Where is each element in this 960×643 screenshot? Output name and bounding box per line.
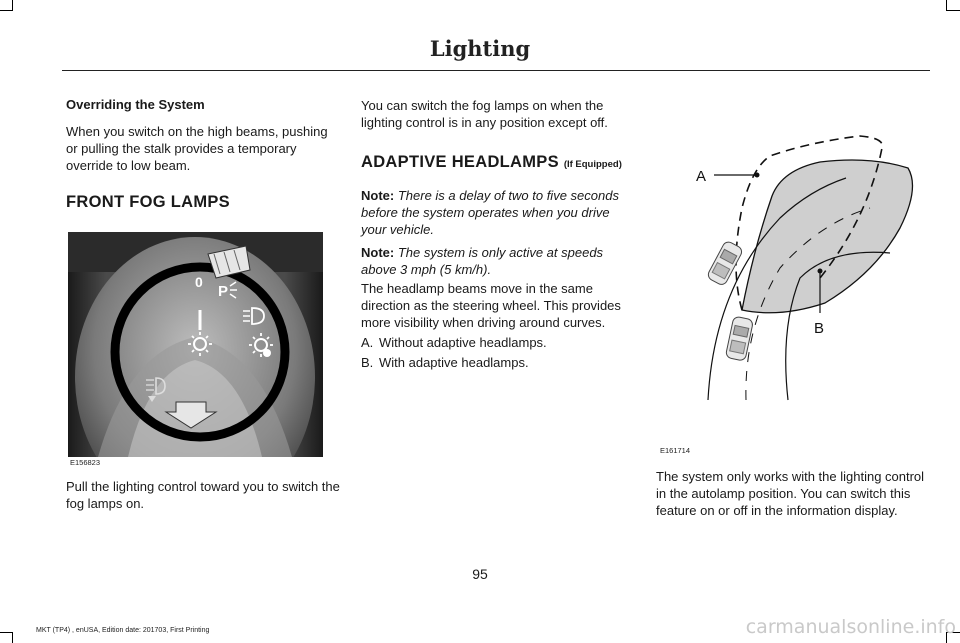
adaptive-headlamp-diagram <box>660 128 930 403</box>
svg-text:P: P <box>218 283 229 300</box>
note-delay <box>361 187 636 238</box>
crop-mark <box>0 10 12 11</box>
note-text: There is a delay of two to five seconds before the system operates when you drive your vehicle. <box>361 188 619 237</box>
watermark: carmanualsonline.info <box>745 616 956 638</box>
paragraph-pull-control: Pull the lighting control toward you to switch the fog lamps on. <box>66 479 340 511</box>
beam-pattern-b <box>742 160 913 313</box>
subheading-overriding: Overriding the System <box>66 97 205 112</box>
note-label: Note: <box>361 245 395 260</box>
paragraph-beams-move: The headlamp beams move in the same direction as the steering wheel. This provides more visibility when driving around curves. <box>361 281 621 330</box>
crop-mark <box>12 632 13 643</box>
page-number: 95 <box>472 566 488 582</box>
paragraph-autolamp: The system only works with the lighting control in the autolamp position. You can switch this feature on or off in the information display. <box>656 469 925 518</box>
note-text: The system is only active at speeds above 3 mph (5 km/h). <box>361 245 604 277</box>
crop-mark <box>0 632 12 633</box>
list-text: With adaptive headlamps. <box>379 355 529 370</box>
list-letter: B. <box>361 355 374 370</box>
header-divider <box>62 70 930 71</box>
edition-footer: MKT (TP4) , enUSA, Edition date: 201703, First Printing <box>36 627 210 634</box>
page-header-title: Lighting <box>429 36 531 61</box>
list-item <box>361 354 636 371</box>
lighting-control-illustration <box>68 232 323 457</box>
crop-mark <box>12 0 13 11</box>
paragraph-override: When you switch on the high beams, pushing or pulling the stalk provides a temporary override to low beam. <box>66 124 328 173</box>
heading-front-fog-lamps: FRONT FOG LAMPS <box>66 193 230 211</box>
label-a: A <box>696 168 707 185</box>
crop-mark <box>946 0 947 11</box>
paragraph-fog-any-position: You can switch the fog lamps on when the lighting control is in any position except off. <box>361 98 608 130</box>
heading-if-equipped: (If Equipped) <box>563 159 622 170</box>
dial-zero-label: 0 <box>195 274 203 290</box>
crop-mark <box>946 10 960 11</box>
list-text: Without adaptive headlamps. <box>379 335 547 350</box>
car-icon <box>725 316 753 361</box>
note-speed <box>361 244 636 278</box>
image-code-e161714: E161714 <box>660 446 691 455</box>
heading-adaptive-headlamps <box>361 153 636 172</box>
image-code-e156823: E156823 <box>70 458 101 467</box>
list-letter: A. <box>361 335 374 350</box>
note-label: Note: <box>361 188 395 203</box>
list-item <box>361 334 636 351</box>
heading-adaptive-text: ADAPTIVE HEADLAMPS <box>361 153 559 171</box>
label-b: B <box>814 320 825 337</box>
